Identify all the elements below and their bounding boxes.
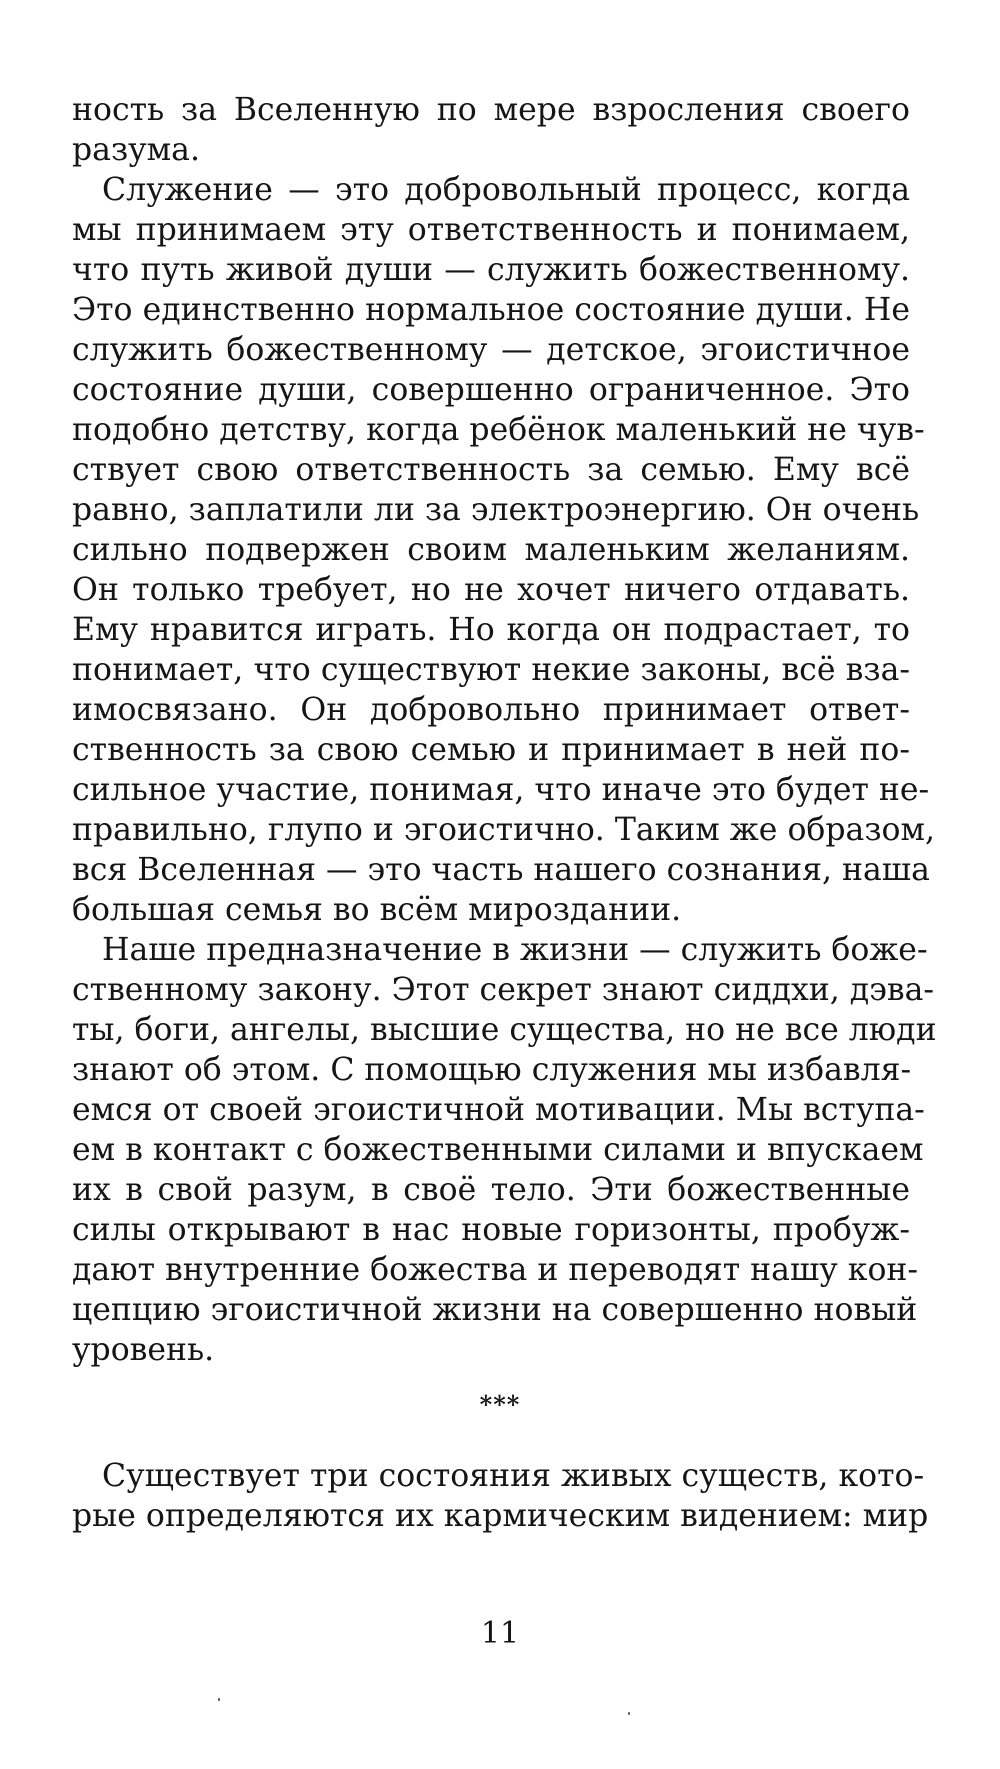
- text-line: подобно детству, когда ребёнок маленький не чув-: [72, 412, 925, 448]
- text-line: ственному закону. Этот секрет знают сиддхи, дэва-: [72, 972, 934, 1008]
- text-line: Наше предназначение в жизни — служить боже-: [102, 932, 928, 968]
- text-line: сильное участие, понимая, что иначе это будет не-: [72, 772, 930, 808]
- text-line: понимает, что существуют некие законы, всё вза-: [72, 652, 910, 688]
- text-line: уровень.: [72, 1332, 215, 1368]
- text-line: служить божественному — детское, эгоистичное: [72, 332, 910, 368]
- text-line: дают внутренние божества и переводят нашу кон-: [72, 1252, 919, 1288]
- text-line: Ему нравится играть. Но когда он подрастает, то: [72, 612, 910, 648]
- text-line: что путь живой души — служить божественному.: [72, 252, 910, 288]
- text-line: ты, боги, ангелы, высшие существа, но не все люди: [72, 1012, 937, 1048]
- text-line: большая семья во всём мироздании.: [72, 892, 682, 928]
- section-separator: ***: [479, 1390, 521, 1419]
- scan-speck: [218, 1698, 220, 1701]
- text-line: равно, заплатили ли за электроэнергию. Он очень: [72, 492, 920, 528]
- text-line: Это единственно нормальное состояние души. Не: [72, 292, 910, 328]
- text-line: имосвязано. Он добровольно принимает ответ-: [72, 692, 910, 728]
- text-line: цепцию эгоистичной жизни на совершенно новый: [72, 1292, 918, 1328]
- text-line: емся от своей эгоистичной мотивации. Мы вступа-: [72, 1092, 925, 1128]
- text-line: правильно, глупо и эгоистично. Таким же образом,: [72, 812, 935, 848]
- text-line: Он только требует, но не хочет ничего отдавать.: [72, 572, 910, 608]
- text-line: ность за Вселенную по мере взросления своего: [72, 92, 910, 128]
- text-line: силы открывают в нас новые горизонты, пробуж-: [72, 1212, 910, 1248]
- text-line: рые определяются их кармическим видением: мир: [72, 1498, 929, 1534]
- text-line: ем в контакт с божественными силами и впускаем: [72, 1132, 924, 1168]
- text-line: разума.: [72, 132, 200, 168]
- text-line: знают об этом. С помощью служения мы избавля-: [72, 1052, 912, 1088]
- text-line: ствует свою ответственность за семью. Ему всё: [72, 452, 910, 488]
- text-line: состояние души, совершенно ограниченное. Это: [72, 372, 910, 408]
- text-line: Служение — это добровольный процесс, когда: [102, 172, 910, 208]
- text-line: ственность за свою семью и принимает в ней по-: [72, 732, 910, 768]
- text-line: вся Вселенная — это часть нашего сознания, наша: [72, 852, 930, 888]
- text-line: их в свой разум, в своё тело. Эти божественные: [72, 1172, 910, 1208]
- page-number: 11: [480, 1616, 520, 1651]
- text-line: мы принимаем эту ответственность и понимаем,: [72, 212, 910, 248]
- text-line: Существует три состояния живых существ, кото-: [102, 1458, 925, 1494]
- scan-speck: [628, 1712, 630, 1715]
- text-line: сильно подвержен своим маленьким желаниям.: [72, 532, 910, 568]
